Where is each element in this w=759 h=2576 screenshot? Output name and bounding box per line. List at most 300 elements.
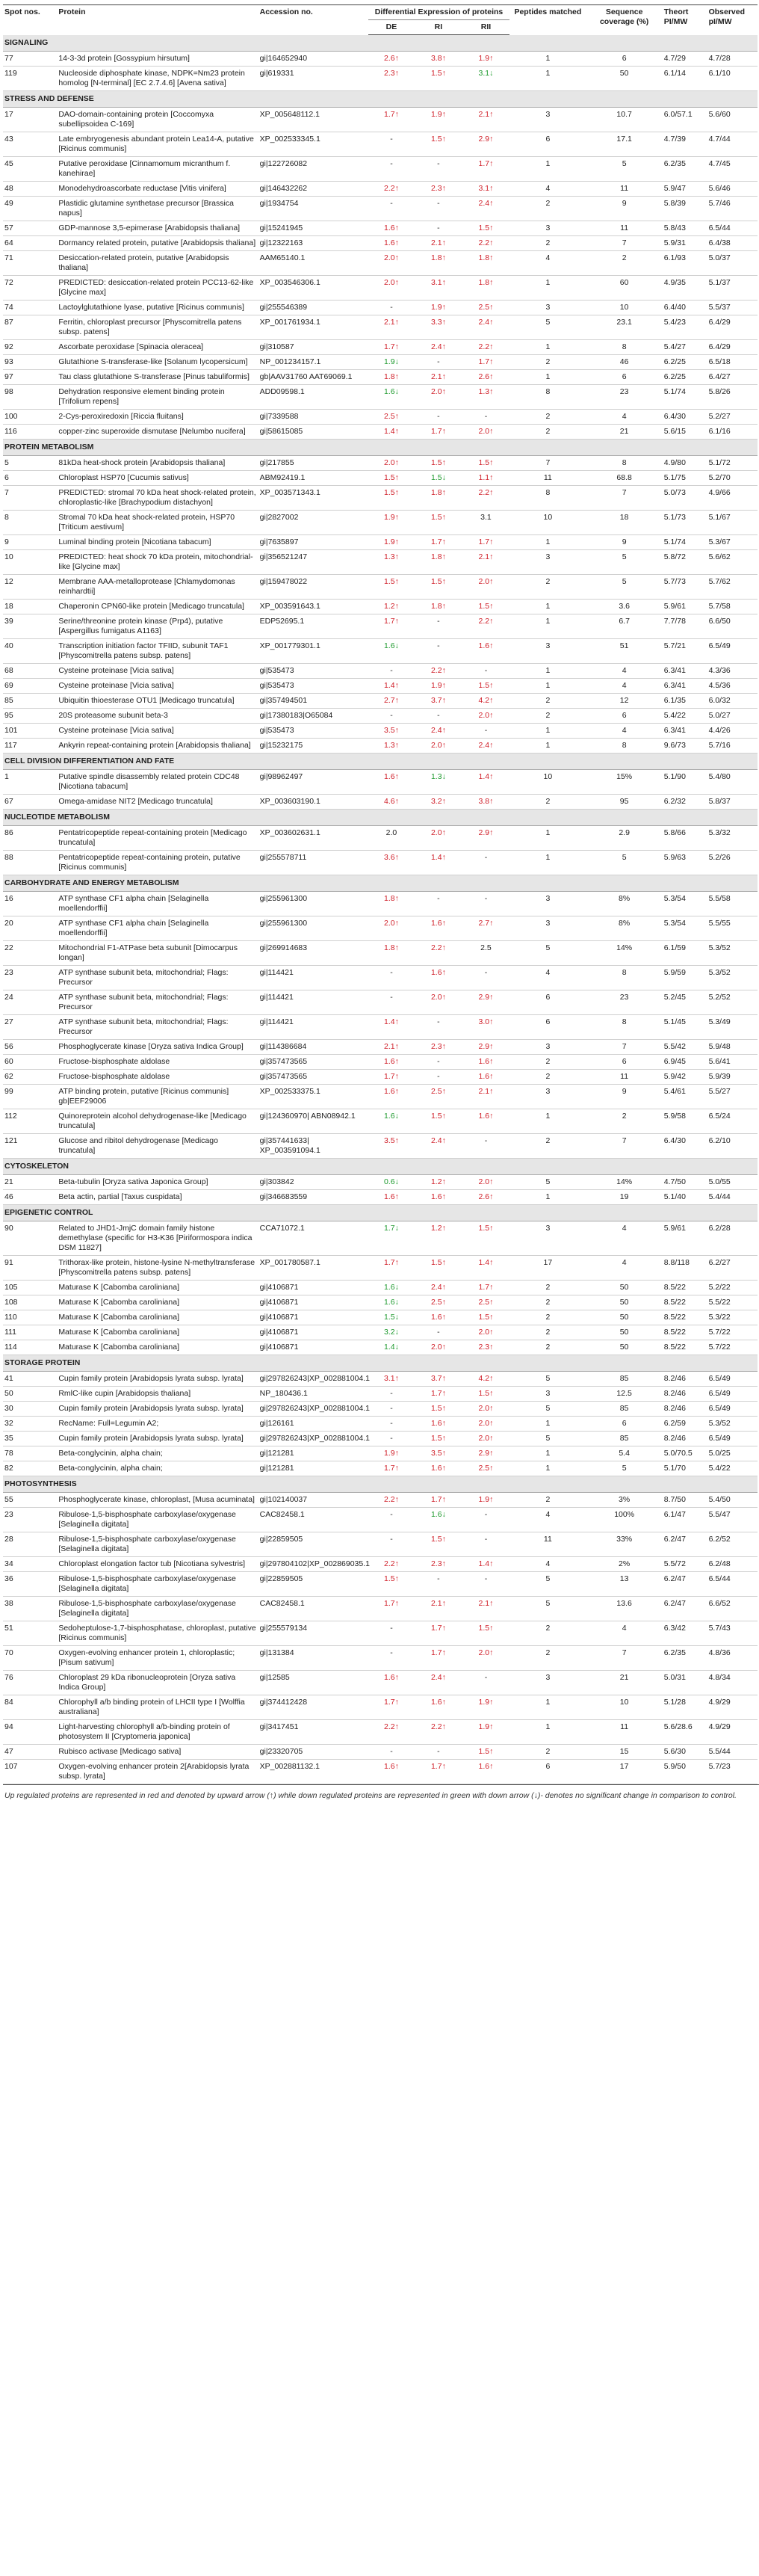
section-row bbox=[3, 1159, 758, 1175]
spot-no: 110 bbox=[3, 1310, 57, 1325]
expr-de: 3.6↑ bbox=[368, 851, 415, 875]
sequence-coverage: 11 bbox=[586, 1070, 663, 1085]
protein-name: Putative spindle disassembly related protein CDC48 [Nicotiana tabacum] bbox=[57, 770, 258, 795]
theor-pi-mw: 6.3/41 bbox=[663, 664, 707, 679]
theor-pi-mw: 5.8/39 bbox=[663, 197, 707, 221]
accession-no: gi|297826243|XP_002881004.1 bbox=[258, 1432, 368, 1446]
theor-pi-mw: 8.2/46 bbox=[663, 1372, 707, 1387]
expr-ri: 1.9↑ bbox=[415, 679, 462, 694]
expr-de: 1.6↑ bbox=[368, 1671, 415, 1695]
peptides-matched: 3 bbox=[509, 892, 586, 916]
theor-pi-mw: 6.4/40 bbox=[663, 301, 707, 315]
protein-name: Late embryogenesis abundant protein Lea14-A, putative [Ricinus communis] bbox=[57, 132, 258, 157]
spot-no: 90 bbox=[3, 1221, 57, 1256]
peptides-matched: 3 bbox=[509, 1387, 586, 1402]
observed-pi-mw: 6.5/44 bbox=[707, 1572, 758, 1597]
observed-pi-mw: 5.6/41 bbox=[707, 1055, 758, 1070]
theor-pi-mw: 6.3/42 bbox=[663, 1621, 707, 1646]
accession-no: gi|255546389 bbox=[258, 301, 368, 315]
expr-de: 2.7↑ bbox=[368, 694, 415, 709]
expr-ri: 3.5↑ bbox=[415, 1446, 462, 1461]
table-header bbox=[3, 5, 758, 35]
protein-name: Phosphoglycerate kinase [Oryza sativa Indica Group] bbox=[57, 1040, 258, 1055]
protein-name: Ubiquitin thioesterase OTU1 [Medicago truncatula] bbox=[57, 694, 258, 709]
peptides-matched: 2 bbox=[509, 1493, 586, 1508]
table-row bbox=[3, 1040, 758, 1055]
theor-pi-mw: 6.2/47 bbox=[663, 1597, 707, 1621]
accession-no: gi|131384 bbox=[258, 1646, 368, 1671]
sequence-coverage: 10.7 bbox=[586, 108, 663, 132]
observed-pi-mw: 4.4/26 bbox=[707, 724, 758, 739]
expr-rii: 1.7↑ bbox=[462, 157, 510, 182]
sequence-coverage: 6 bbox=[586, 1055, 663, 1070]
expr-rii: 2.0↑ bbox=[462, 575, 510, 600]
expr-ri: 1.5↑ bbox=[415, 575, 462, 600]
section-title: CELL DIVISION DIFFERENTIATION AND FATE bbox=[3, 754, 758, 770]
protein-name: DAO-domain-containing protein [Coccomyxa subellipsoidea C-169] bbox=[57, 108, 258, 132]
accession-no: gi|255961300 bbox=[258, 916, 368, 941]
expr-rii: 1.9↑ bbox=[462, 1720, 510, 1745]
protein-name: ATP synthase subunit beta, mitochondrial; Flags: Precursor bbox=[57, 1015, 258, 1040]
observed-pi-mw: 5.6/60 bbox=[707, 108, 758, 132]
expr-de: 1.6↑ bbox=[368, 1085, 415, 1109]
accession-no: XP_003602631.1 bbox=[258, 826, 368, 851]
observed-pi-mw: 6.5/49 bbox=[707, 639, 758, 664]
sequence-coverage: 8 bbox=[586, 1015, 663, 1040]
theor-pi-mw: 6.0/57.1 bbox=[663, 108, 707, 132]
section-title: PROTEIN METABOLISM bbox=[3, 440, 758, 456]
expr-de: 2.6↑ bbox=[368, 52, 415, 67]
expr-rii: 2.5 bbox=[462, 941, 510, 966]
expr-de: 1.5↑ bbox=[368, 1572, 415, 1597]
peptides-matched: 2 bbox=[509, 1745, 586, 1760]
expr-de: 1.7↑ bbox=[368, 614, 415, 639]
protein-name: Cupin family protein [Arabidopsis lyrata subsp. lyrata] bbox=[57, 1432, 258, 1446]
peptides-matched: 1 bbox=[509, 826, 586, 851]
expr-de: 1.8↑ bbox=[368, 370, 415, 385]
expr-rii: 2.0↑ bbox=[462, 1432, 510, 1446]
expr-rii: - bbox=[462, 1671, 510, 1695]
theor-pi-mw: 5.9/31 bbox=[663, 236, 707, 251]
expr-rii: - bbox=[462, 966, 510, 990]
table-row bbox=[3, 1671, 758, 1695]
observed-pi-mw: 6.2/28 bbox=[707, 1221, 758, 1256]
accession-no: gi|1934754 bbox=[258, 197, 368, 221]
observed-pi-mw: 6.5/49 bbox=[707, 1372, 758, 1387]
sequence-coverage: 5 bbox=[586, 851, 663, 875]
table-row bbox=[3, 1134, 758, 1159]
theor-pi-mw: 5.9/50 bbox=[663, 1760, 707, 1784]
sequence-coverage: 23 bbox=[586, 385, 663, 410]
sequence-coverage: 5.4 bbox=[586, 1446, 663, 1461]
expr-ri: - bbox=[415, 1070, 462, 1085]
sequence-coverage: 15 bbox=[586, 1745, 663, 1760]
expr-de: - bbox=[368, 1532, 415, 1557]
expr-rii: 2.0↑ bbox=[462, 1646, 510, 1671]
spot-no: 98 bbox=[3, 385, 57, 410]
protein-name: 2-Cys-peroxiredoxin [Riccia fluitans] bbox=[57, 410, 258, 425]
expr-ri: 1.5↑ bbox=[415, 1432, 462, 1446]
accession-no: NP_180436.1 bbox=[258, 1387, 368, 1402]
table-row bbox=[3, 157, 758, 182]
protein-name: Cysteine proteinase [Vicia sativa] bbox=[57, 664, 258, 679]
expr-rii: 1.5↑ bbox=[462, 221, 510, 236]
spot-no: 28 bbox=[3, 1532, 57, 1557]
expr-ri: 1.7↑ bbox=[415, 1760, 462, 1784]
table-row bbox=[3, 410, 758, 425]
section-title: PHOTOSYNTHESIS bbox=[3, 1476, 758, 1493]
accession-no: gi|114421 bbox=[258, 1015, 368, 1040]
header-theor: Theort PI/MW bbox=[663, 5, 707, 35]
peptides-matched: 1 bbox=[509, 370, 586, 385]
peptides-matched: 1 bbox=[509, 614, 586, 639]
spot-no: 85 bbox=[3, 694, 57, 709]
expr-rii: 1.6↑ bbox=[462, 639, 510, 664]
section-row bbox=[3, 1476, 758, 1493]
protein-name: Beta actin, partial [Taxus cuspidata] bbox=[57, 1190, 258, 1205]
expr-de: 1.9↑ bbox=[368, 535, 415, 550]
sequence-coverage: 5 bbox=[586, 157, 663, 182]
peptides-matched: 2 bbox=[509, 1281, 586, 1295]
expr-rii: - bbox=[462, 410, 510, 425]
peptides-matched: 1 bbox=[509, 276, 586, 301]
sequence-coverage: 23 bbox=[586, 990, 663, 1015]
peptides-matched: 3 bbox=[509, 550, 586, 575]
spot-no: 7 bbox=[3, 486, 57, 511]
table-row bbox=[3, 724, 758, 739]
table-row bbox=[3, 1372, 758, 1387]
expr-ri: 1.6↑ bbox=[415, 1417, 462, 1432]
peptides-matched: 5 bbox=[509, 1402, 586, 1417]
table-row bbox=[3, 511, 758, 535]
expr-rii: 1.5↑ bbox=[462, 679, 510, 694]
accession-no: gi|255578711 bbox=[258, 851, 368, 875]
table-row bbox=[3, 709, 758, 724]
table-row bbox=[3, 639, 758, 664]
observed-pi-mw: 6.5/24 bbox=[707, 1109, 758, 1134]
expr-rii: 1.4↑ bbox=[462, 1256, 510, 1281]
peptides-matched: 6 bbox=[509, 1015, 586, 1040]
expr-rii: 2.9↑ bbox=[462, 990, 510, 1015]
expr-ri: 1.6↑ bbox=[415, 966, 462, 990]
sequence-coverage: 12 bbox=[586, 694, 663, 709]
protein-name: Light-harvesting chlorophyll a/b-binding protein of photosystem II [Cryptomeria japonica] bbox=[57, 1720, 258, 1745]
expr-de: 2.1↑ bbox=[368, 1040, 415, 1055]
expr-ri: 2.0↑ bbox=[415, 385, 462, 410]
peptides-matched: 7 bbox=[509, 456, 586, 471]
spot-no: 107 bbox=[3, 1760, 57, 1784]
theor-pi-mw: 6.1/14 bbox=[663, 67, 707, 91]
peptides-matched: 4 bbox=[509, 182, 586, 197]
peptides-matched: 2 bbox=[509, 425, 586, 440]
expr-rii: 4.2↑ bbox=[462, 1372, 510, 1387]
table-row bbox=[3, 770, 758, 795]
observed-pi-mw: 5.1/37 bbox=[707, 276, 758, 301]
sequence-coverage: 4 bbox=[586, 1621, 663, 1646]
peptides-matched: 11 bbox=[509, 471, 586, 486]
section-row bbox=[3, 810, 758, 826]
expr-ri: - bbox=[415, 355, 462, 370]
sequence-coverage: 7 bbox=[586, 236, 663, 251]
protein-name: PREDICTED: stromal 70 kDa heat shock-related protein, chloroplastic-like [Brachypodium distachyon] bbox=[57, 486, 258, 511]
accession-no: gi|374412428 bbox=[258, 1695, 368, 1720]
observed-pi-mw: 5.2/27 bbox=[707, 410, 758, 425]
spot-no: 6 bbox=[3, 471, 57, 486]
accession-no: XP_005648112.1 bbox=[258, 108, 368, 132]
peptides-matched: 5 bbox=[509, 1572, 586, 1597]
header-differential: Differential Expression of proteins bbox=[368, 5, 510, 20]
accession-no: gi|98962497 bbox=[258, 770, 368, 795]
peptides-matched: 2 bbox=[509, 709, 586, 724]
header-coverage: Sequence coverage (%) bbox=[586, 5, 663, 35]
accession-no: XP_001761934.1 bbox=[258, 315, 368, 340]
accession-no: XP_002533375.1 bbox=[258, 1085, 368, 1109]
section-row bbox=[3, 35, 758, 52]
spot-no: 62 bbox=[3, 1070, 57, 1085]
peptides-matched: 3 bbox=[509, 108, 586, 132]
peptides-matched: 5 bbox=[509, 1597, 586, 1621]
accession-no: CCA71072.1 bbox=[258, 1221, 368, 1256]
table-row bbox=[3, 132, 758, 157]
accession-no: gi|619331 bbox=[258, 67, 368, 91]
sequence-coverage: 85 bbox=[586, 1372, 663, 1387]
table-row bbox=[3, 340, 758, 355]
theor-pi-mw: 6.3/41 bbox=[663, 724, 707, 739]
protein-name: Mitochondrial F1-ATPase beta subunit [Dimocarpus longan] bbox=[57, 941, 258, 966]
expr-ri: 1.8↑ bbox=[415, 600, 462, 614]
protein-name: Nucleoside diphosphate kinase, NDPK=Nm23 protein homolog [N-terminal] [EC 2.7.4.6] [Avena sativa] bbox=[57, 67, 258, 91]
peptides-matched: 8 bbox=[509, 486, 586, 511]
table-row bbox=[3, 1221, 758, 1256]
expr-ri: - bbox=[415, 1572, 462, 1597]
theor-pi-mw: 5.6/15 bbox=[663, 425, 707, 440]
expr-de: 1.6↑ bbox=[368, 221, 415, 236]
expr-ri: - bbox=[415, 1055, 462, 1070]
accession-no: gi|269914683 bbox=[258, 941, 368, 966]
expr-ri: 1.5↑ bbox=[415, 1532, 462, 1557]
spot-no: 40 bbox=[3, 639, 57, 664]
spot-no: 56 bbox=[3, 1040, 57, 1055]
expr-ri: 2.0↑ bbox=[415, 826, 462, 851]
expr-rii: 2.9↑ bbox=[462, 132, 510, 157]
protein-name: Oxygen-evolving enhancer protein 1, chloroplastic; [Pisum sativum] bbox=[57, 1646, 258, 1671]
protein-expression-table bbox=[3, 4, 758, 1784]
observed-pi-mw: 5.9/48 bbox=[707, 1040, 758, 1055]
theor-pi-mw: 5.3/54 bbox=[663, 916, 707, 941]
section-row bbox=[3, 754, 758, 770]
sequence-coverage: 8 bbox=[586, 966, 663, 990]
table-row bbox=[3, 600, 758, 614]
theor-pi-mw: 5.1/75 bbox=[663, 471, 707, 486]
peptides-matched: 2 bbox=[509, 1646, 586, 1671]
protein-name: Beta-tubulin [Oryza sativa Japonica Group] bbox=[57, 1175, 258, 1190]
expr-rii: - bbox=[462, 664, 510, 679]
observed-pi-mw: 4.7/44 bbox=[707, 132, 758, 157]
peptides-matched: 17 bbox=[509, 1256, 586, 1281]
spot-no: 38 bbox=[3, 1597, 57, 1621]
peptides-matched: 2 bbox=[509, 410, 586, 425]
accession-no: gi|22859505 bbox=[258, 1532, 368, 1557]
spot-no: 49 bbox=[3, 197, 57, 221]
sequence-coverage: 4 bbox=[586, 410, 663, 425]
header-accession: Accession no. bbox=[258, 5, 368, 35]
expr-rii: 2.2↑ bbox=[462, 614, 510, 639]
peptides-matched: 5 bbox=[509, 1372, 586, 1387]
spot-no: 116 bbox=[3, 425, 57, 440]
sequence-coverage: 4 bbox=[586, 664, 663, 679]
peptides-matched: 1 bbox=[509, 340, 586, 355]
sequence-coverage: 5 bbox=[586, 575, 663, 600]
accession-no: XP_001780587.1 bbox=[258, 1256, 368, 1281]
observed-pi-mw: 5.8/26 bbox=[707, 385, 758, 410]
accession-no: gi|357494501 bbox=[258, 694, 368, 709]
table-row bbox=[3, 575, 758, 600]
expr-rii: 3.1↓ bbox=[462, 67, 510, 91]
table-row bbox=[3, 614, 758, 639]
sequence-coverage: 9 bbox=[586, 1085, 663, 1109]
accession-no: AAM65140.1 bbox=[258, 251, 368, 276]
observed-pi-mw: 5.7/16 bbox=[707, 739, 758, 754]
theor-pi-mw: 6.2/35 bbox=[663, 1646, 707, 1671]
expr-ri: 1.5↑ bbox=[415, 67, 462, 91]
section-row bbox=[3, 875, 758, 892]
expr-de: 1.4↑ bbox=[368, 425, 415, 440]
observed-pi-mw: 5.6/46 bbox=[707, 182, 758, 197]
table-row bbox=[3, 1281, 758, 1295]
observed-pi-mw: 6.5/44 bbox=[707, 221, 758, 236]
expr-de: - bbox=[368, 709, 415, 724]
spot-no: 55 bbox=[3, 1493, 57, 1508]
table-row bbox=[3, 851, 758, 875]
accession-no: gi|7339588 bbox=[258, 410, 368, 425]
accession-no: gi|535473 bbox=[258, 679, 368, 694]
theor-pi-mw: 5.5/42 bbox=[663, 1040, 707, 1055]
accession-no: gi|357441633| XP_003591094.1 bbox=[258, 1134, 368, 1159]
theor-pi-mw: 5.9/61 bbox=[663, 1221, 707, 1256]
expr-ri: - bbox=[415, 639, 462, 664]
protein-name: Stromal 70 kDa heat shock-related protein, HSP70 [Triticum aestivum] bbox=[57, 511, 258, 535]
expr-de: - bbox=[368, 1745, 415, 1760]
expr-de: 1.6↓ bbox=[368, 1281, 415, 1295]
peptides-matched: 1 bbox=[509, 52, 586, 67]
expr-rii: 2.9↑ bbox=[462, 1446, 510, 1461]
protein-name: Chloroplast elongation factor tub [Nicotiana sylvestris] bbox=[57, 1557, 258, 1572]
expr-de: 2.0↑ bbox=[368, 916, 415, 941]
observed-pi-mw: 5.5/55 bbox=[707, 916, 758, 941]
peptides-matched: 11 bbox=[509, 1532, 586, 1557]
expr-de: 1.6↑ bbox=[368, 1055, 415, 1070]
expr-rii: 2.1↑ bbox=[462, 1597, 510, 1621]
expr-ri: 1.8↑ bbox=[415, 550, 462, 575]
theor-pi-mw: 6.2/59 bbox=[663, 1417, 707, 1432]
spot-no: 78 bbox=[3, 1446, 57, 1461]
expr-de: 1.9↓ bbox=[368, 355, 415, 370]
peptides-matched: 3 bbox=[509, 1221, 586, 1256]
observed-pi-mw: 6.5/49 bbox=[707, 1387, 758, 1402]
sequence-coverage: 6 bbox=[586, 370, 663, 385]
observed-pi-mw: 5.6/62 bbox=[707, 550, 758, 575]
peptides-matched: 8 bbox=[509, 385, 586, 410]
table-row bbox=[3, 425, 758, 440]
theor-pi-mw: 5.2/45 bbox=[663, 990, 707, 1015]
protein-name: Pentatricopeptide repeat-containing protein [Medicago truncatula] bbox=[57, 826, 258, 851]
observed-pi-mw: 6.1/10 bbox=[707, 67, 758, 91]
sequence-coverage: 14% bbox=[586, 941, 663, 966]
spot-no: 70 bbox=[3, 1646, 57, 1671]
observed-pi-mw: 5.1/72 bbox=[707, 456, 758, 471]
expr-de: 1.7↑ bbox=[368, 108, 415, 132]
sequence-coverage: 68.8 bbox=[586, 471, 663, 486]
observed-pi-mw: 5.7/62 bbox=[707, 575, 758, 600]
expr-de: 1.7↑ bbox=[368, 1461, 415, 1476]
section-title: STRESS AND DEFENSE bbox=[3, 91, 758, 108]
spot-no: 24 bbox=[3, 990, 57, 1015]
accession-no: XP_001779301.1 bbox=[258, 639, 368, 664]
expr-de: 1.6↑ bbox=[368, 236, 415, 251]
expr-ri: 3.7↑ bbox=[415, 694, 462, 709]
table-row bbox=[3, 1085, 758, 1109]
expr-de: 1.5↓ bbox=[368, 1310, 415, 1325]
spot-no: 34 bbox=[3, 1557, 57, 1572]
theor-pi-mw: 5.5/72 bbox=[663, 1557, 707, 1572]
accession-no: ADD09598.1 bbox=[258, 385, 368, 410]
spot-no: 92 bbox=[3, 340, 57, 355]
theor-pi-mw: 5.9/59 bbox=[663, 966, 707, 990]
observed-pi-mw: 6.4/29 bbox=[707, 340, 758, 355]
protein-name: Chloroplast 29 kDa ribonucleoprotein [Oryza sativa Indica Group] bbox=[57, 1671, 258, 1695]
protein-name: Ribulose-1,5-bisphosphate carboxylase/oxygenase [Selaginella digitata] bbox=[57, 1532, 258, 1557]
header-observed: Observed pI/MW bbox=[707, 5, 758, 35]
expr-de: 1.8↑ bbox=[368, 892, 415, 916]
peptides-matched: 1 bbox=[509, 739, 586, 754]
spot-no: 119 bbox=[3, 67, 57, 91]
expr-rii: 2.5↑ bbox=[462, 301, 510, 315]
theor-pi-mw: 4.9/80 bbox=[663, 456, 707, 471]
protein-name: Maturase K [Cabomba caroliniana] bbox=[57, 1295, 258, 1310]
theor-pi-mw: 6.3/41 bbox=[663, 679, 707, 694]
accession-no: gi|102140037 bbox=[258, 1493, 368, 1508]
spot-no: 100 bbox=[3, 410, 57, 425]
protein-name: Cysteine proteinase [Vicia sativa] bbox=[57, 724, 258, 739]
observed-pi-mw: 5.3/52 bbox=[707, 966, 758, 990]
expr-de: 2.2↑ bbox=[368, 1493, 415, 1508]
theor-pi-mw: 5.1/73 bbox=[663, 511, 707, 535]
observed-pi-mw: 4.5/36 bbox=[707, 679, 758, 694]
spot-no: 108 bbox=[3, 1295, 57, 1310]
accession-no: gi|12322163 bbox=[258, 236, 368, 251]
protein-name: Related to JHD1-JmjC domain family histone demethylase (specific for H3-K36 [Piriformospora indica DSM 11827] bbox=[57, 1221, 258, 1256]
protein-name: PREDICTED: heat shock 70 kDa protein, mitochondrial-like [Glycine max] bbox=[57, 550, 258, 575]
spot-no: 48 bbox=[3, 182, 57, 197]
expr-de: - bbox=[368, 1432, 415, 1446]
observed-pi-mw: 6.2/10 bbox=[707, 1134, 758, 1159]
observed-pi-mw: 4.3/36 bbox=[707, 664, 758, 679]
peptides-matched: 4 bbox=[509, 251, 586, 276]
expr-de: 1.6↓ bbox=[368, 385, 415, 410]
spot-no: 10 bbox=[3, 550, 57, 575]
accession-no: gi|122726082 bbox=[258, 157, 368, 182]
expr-ri: 1.9↑ bbox=[415, 108, 462, 132]
table-row bbox=[3, 1646, 758, 1671]
expr-de: 1.6↑ bbox=[368, 1190, 415, 1205]
spot-no: 43 bbox=[3, 132, 57, 157]
section-title: EPIGENETIC CONTROL bbox=[3, 1205, 758, 1221]
header-ri: RI bbox=[415, 20, 462, 35]
expr-ri: 1.3↓ bbox=[415, 770, 462, 795]
spot-no: 32 bbox=[3, 1417, 57, 1432]
expr-rii: - bbox=[462, 892, 510, 916]
sequence-coverage: 15% bbox=[586, 770, 663, 795]
